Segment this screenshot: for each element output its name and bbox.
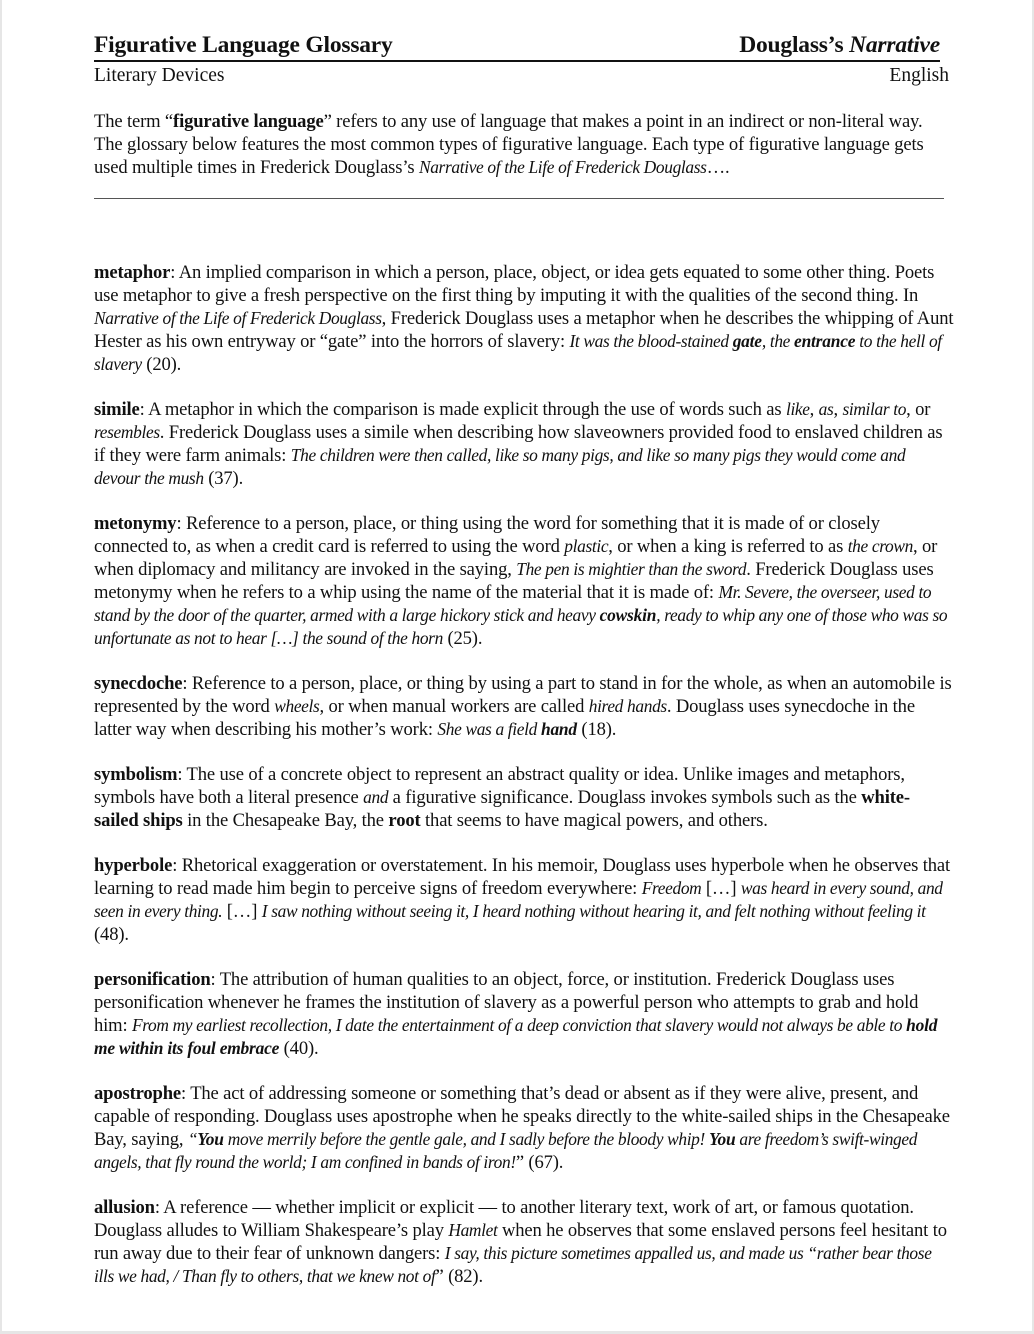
- italic-text-run: From my earliest recollection, I date the entertainment of a deep conviction that slavery would not always be able to: [132, 1014, 907, 1035]
- glossary-term: simile: [94, 398, 140, 420]
- glossary-list: [94, 261, 954, 1288]
- glossary-term: personification: [94, 968, 211, 990]
- document-header: [94, 30, 940, 62]
- text-run: : The act of addressing someone or something that’s dead or absent as if they were alive, present, and capable of responding. Douglass uses apostrophe when he speaks directly to the white-sailed ships in the Chesapeake Bay, saying,: [94, 1082, 950, 1150]
- italic-text-run: to the hell of slavery: [94, 330, 942, 374]
- glossary-term: allusion: [94, 1196, 155, 1218]
- glossary-term: symbolism: [94, 763, 178, 785]
- text-run: : A reference — whether implicit or explicit — to another literary text, work of art, or famous quotation. Douglass alludes to William Shakespeare’s play: [94, 1196, 914, 1241]
- glossary-entry-personification: [94, 968, 954, 1060]
- italic-text-run: “: [187, 1128, 198, 1149]
- italic-text-run: The children were then called, like so many pigs, and like so many pigs they would come and devour the mush: [94, 444, 906, 488]
- text-run: […]: [222, 900, 262, 922]
- bold-italic-text-run: entrance: [794, 330, 856, 351]
- book-title-italic: Narrative: [849, 32, 940, 58]
- italic-text-run: resembles: [94, 421, 160, 442]
- text-run: that seems to have magical powers, and others.: [420, 809, 768, 831]
- text-run: : Rhetorical exaggeration or overstatement. In his memoir, Douglass uses hyperbole when he observes that learning to read made him begin to perceive signs of freedom everywhere:: [94, 854, 951, 899]
- text-run: . Frederick Douglass uses a simile when describing how slaveowners provided food to enslaved children as if they were farm animals:: [94, 421, 943, 466]
- italic-text-run: the crown: [847, 535, 913, 556]
- italic-text-run: She was a field: [437, 718, 541, 739]
- bold-italic-text-run: You: [197, 1128, 224, 1149]
- italic-text-run: Freedom: [641, 877, 702, 898]
- italic-text-run: Hamlet: [448, 1219, 498, 1240]
- book-title: [739, 30, 940, 60]
- bold-italic-text-run: hand: [540, 718, 577, 739]
- text-run: : The attribution of human qualities to an object, force, or institution. Frederick Douglass uses personification whenever he frames the institution of slavery as a powerful person who attempts to grab and hold him:: [94, 968, 919, 1036]
- italic-text-run: The pen is mightier than the sword: [516, 558, 747, 579]
- text-run: (18).: [576, 718, 617, 740]
- text-run: a figurative significance. Douglass invokes symbols such as the: [388, 786, 862, 808]
- text-run: : Reference to a person, place, or thing using the word for something that it is made of or closely connected to, as when a credit card is referred to using the word: [94, 512, 880, 557]
- italic-text-run: was heard in every sound, and seen in every thing.: [94, 877, 943, 921]
- italic-text-run: I say, this picture sometimes appalled us, and made us “rather bear those ills we had, / Than fly to others, that we knew not of: [94, 1242, 932, 1286]
- text-run: , or: [906, 398, 931, 420]
- glossary-term: metaphor: [94, 261, 171, 283]
- text-run: ….: [706, 157, 730, 178]
- bold-text-run: root: [388, 809, 421, 831]
- text-run: (25).: [442, 627, 483, 649]
- italic-text-run: are freedom’s swift-winged angels, that fly round the world; I am confined in bands of iron!: [94, 1128, 918, 1172]
- text-run: , or when diplomacy and militancy are invoked in the saying,: [94, 535, 938, 580]
- glossary-entry-metaphor: [94, 261, 954, 376]
- italic-text-run: Mr. Severe, the overseer, used to stand by the door of the quarter, armed with a large hickory stick and heavy: [94, 581, 932, 625]
- subtitle-left: Literary Devices: [94, 65, 225, 86]
- text-run: ,: [809, 398, 819, 420]
- text-run: when he observes that some enslaved persons feel hesitant to run away due to their fear of unknown dangers:: [94, 1219, 947, 1264]
- section-divider: [94, 198, 944, 199]
- text-run: ,: [833, 398, 843, 420]
- italic-text-run: I saw nothing without seeing it, I heard nothing without hearing it, and felt nothing without feeling it: [261, 900, 926, 921]
- italic-text-run: Narrative of the Life of Frederick Douglass: [94, 307, 382, 328]
- text-run: : A metaphor in which the comparison is made explicit through the use of words such as: [139, 398, 786, 420]
- italic-text-run: Narrative of the Life of Frederick Douglass: [418, 157, 707, 177]
- text-run: in the Chesapeake Bay, the: [182, 809, 389, 831]
- page-content: [94, 30, 954, 1310]
- italic-text-run: It was the blood-stained: [569, 330, 733, 351]
- bold-italic-text-run: gate: [732, 330, 762, 351]
- text-run: : An implied comparison in which a person, place, object, or idea gets equated to some other thing. Poets use metaphor to give a fresh perspective on the first thing by imputing it with the qualities of the second thing. In: [94, 261, 935, 306]
- text-run: . Douglass uses synecdoche in the latter way when describing his mother’s work:: [94, 695, 915, 740]
- glossary-term: metonymy: [94, 512, 177, 534]
- glossary-entry-apostrophe: [94, 1082, 954, 1174]
- glossary-entry-hyperbole: [94, 854, 954, 946]
- document-subheader: [94, 63, 949, 89]
- glossary-term: apostrophe: [94, 1082, 182, 1104]
- document-title: Figurative Language Glossary: [94, 32, 393, 58]
- text-run: : The use of a concrete object to represent an abstract quality or idea. Unlike images and metaphors, symbols have both a literal presence: [94, 763, 905, 808]
- book-title-prefix: Douglass’s: [739, 32, 850, 58]
- text-run: . Frederick Douglass uses metonymy when he refers to a whip using the name of the material that it is made of:: [94, 558, 934, 603]
- text-run: ” refers to any use of language that makes a point in an indirect or non-literal way. The glossary below features the most common types of figurative language. Each type of figurative language gets used multiple times in Frederick Douglass’s: [94, 111, 924, 178]
- glossary-entry-synecdoche: [94, 672, 954, 741]
- text-run: ” (67).: [515, 1151, 564, 1173]
- bold-italic-text-run: hold me within its foul embrace: [94, 1014, 938, 1058]
- italic-text-run: hired hands: [588, 695, 667, 716]
- glossary-entry-simile: [94, 398, 954, 490]
- glossary-term: hyperbole: [94, 854, 173, 876]
- bold-italic-text-run: You: [708, 1128, 736, 1149]
- text-run: : Reference to a person, place, or thing by using a part to stand in for the whole, as when an automobile is represented by the word: [94, 672, 952, 717]
- glossary-entry-symbolism: [94, 763, 954, 832]
- subtitle-right: English: [889, 65, 949, 86]
- text-run: , Frederick Douglass uses a metaphor when he describes the whipping of Aunt Hester as his own entryway or “gate” into the horrors of slavery:: [94, 307, 954, 352]
- italic-text-run: move merrily before the gentle gale, and I sadly before the bloody whip!: [223, 1128, 709, 1149]
- italic-text-run: wheels: [274, 695, 320, 716]
- italic-text-run: as: [818, 398, 834, 419]
- italic-text-run: and: [363, 786, 389, 807]
- glossary-entry-metonymy: [94, 512, 954, 650]
- text-run: (20).: [141, 353, 182, 375]
- text-run: (48).: [94, 923, 129, 945]
- text-run: […]: [701, 877, 741, 899]
- bold-italic-text-run: cowskin: [599, 604, 657, 625]
- italic-text-run: , ready to whip any one of those who was so unfortunate as not to hear […] the sound of the horn: [94, 604, 948, 648]
- text-run: The term “: [94, 111, 174, 132]
- text-run: ” (82).: [435, 1265, 483, 1287]
- bold-text-run: figurative language: [173, 111, 324, 132]
- text-run: , or when manual workers are called: [319, 695, 589, 717]
- intro-paragraph: [94, 110, 954, 179]
- bold-text-run: white-sailed ships: [94, 786, 910, 831]
- glossary-entry-allusion: [94, 1196, 954, 1288]
- glossary-term: synecdoche: [94, 672, 183, 694]
- text-run: (40).: [279, 1037, 319, 1059]
- italic-text-run: similar to: [842, 398, 907, 419]
- italic-text-run: , the: [761, 330, 795, 351]
- text-run: , or when a king is referred to as: [608, 535, 848, 557]
- italic-text-run: like: [785, 398, 810, 419]
- text-run: (37).: [203, 467, 244, 489]
- italic-text-run: plastic: [564, 535, 609, 556]
